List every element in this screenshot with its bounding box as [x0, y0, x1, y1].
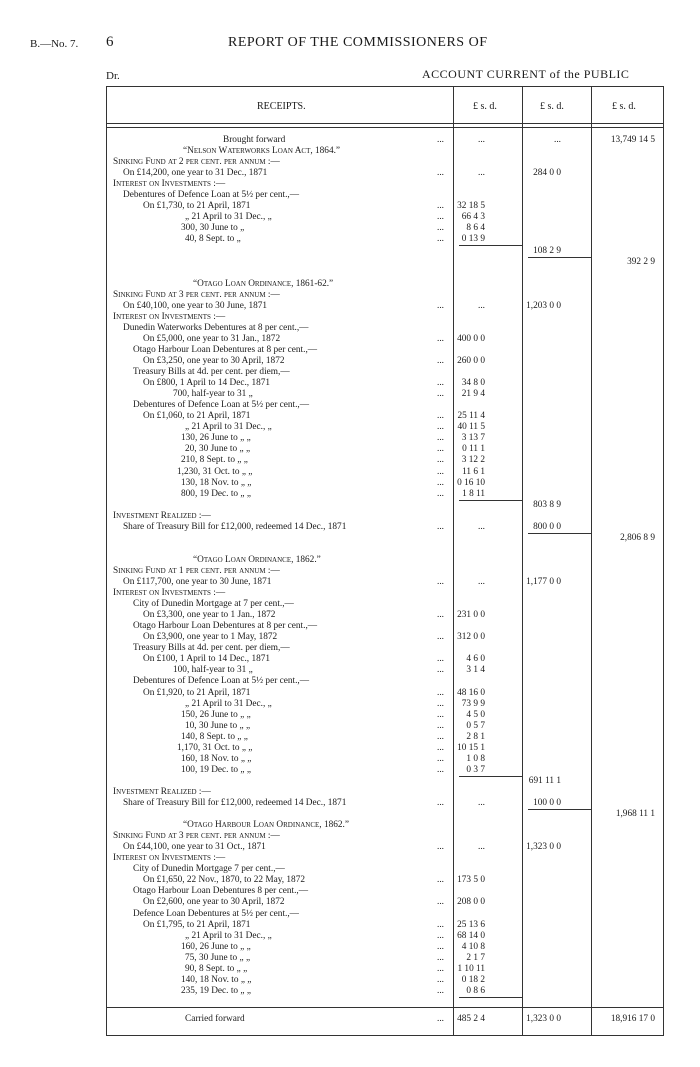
leader-dots: ...: [437, 963, 444, 974]
amount-c1: 32 18 5: [457, 201, 485, 212]
row-description: 300, 30 June to „: [181, 223, 245, 234]
row-description: Sinking Fund at 2 per cent. per annum :—: [113, 157, 280, 168]
row-description: City of Dunedin Mortgage at 7 per cent.,—: [133, 599, 294, 610]
amount-c2: 803 8 9: [533, 499, 561, 510]
leader-dots: ...: [437, 212, 444, 223]
row-description: Otago Harbour Loan Debentures at 8 per cent.,—: [133, 621, 318, 632]
amount-c1: 11 6 1: [462, 466, 485, 477]
row-description: On £1,730, to 21 April, 1871: [143, 201, 251, 212]
row-description: Interest on Investments :—: [113, 853, 226, 864]
leader-dots: ...: [437, 764, 444, 775]
leader-dots: ...: [437, 665, 444, 676]
row-description: 800, 19 Dec. to „ „: [181, 488, 251, 499]
row-description: Dunedin Waterworks Debentures at 8 per cent.,—: [123, 322, 309, 333]
leader-dots: ...: [437, 378, 444, 389]
leader-dots: ...: [437, 488, 444, 499]
amount-c1: 4 10 8: [461, 941, 485, 952]
leader-dots: ...: [437, 632, 444, 643]
amount-c1: 48 16 0: [457, 687, 485, 698]
money-column-header-3: £ s. d.: [612, 101, 636, 112]
leader-dots: ...: [437, 720, 444, 731]
amount-c1: 3 12 2: [461, 455, 485, 466]
leader-dots: ...: [437, 422, 444, 433]
row-description: Treasury Bills at 4d. per cent. per diem,—: [133, 367, 290, 378]
row-description: 1,230, 31 Oct. to „ „: [177, 466, 253, 477]
amount-c1: 0 16 10: [457, 477, 485, 488]
row-description: 20, 30 June to „ „: [185, 444, 251, 455]
row-description: On £1,920, to 21 April, 1871: [143, 687, 251, 698]
amount-c1: 10 15 1: [457, 742, 485, 753]
row-description: On £3,300, one year to 1 Jan., 1872: [143, 610, 276, 621]
row-description: 140, 8 Sept. to „ „: [181, 731, 248, 742]
leader-dots: ...: [437, 897, 444, 908]
amount-c1: 0 11 1: [462, 444, 485, 455]
row-description: On £40,100, one year to 30 June, 1871: [123, 300, 268, 311]
row-description: On £1,650, 22 Nov., 1870, to 22 May, 1872: [143, 875, 306, 886]
header-rule: [107, 123, 663, 124]
leader-dots: ...: [437, 698, 444, 709]
row-description: 90, 8 Sept. to „ „: [185, 963, 248, 974]
leader-dots: ...: [437, 466, 444, 477]
debit-label: Dr.: [106, 70, 120, 82]
row-description: 130, 26 June to „ „: [181, 433, 251, 444]
row-description: On £2,600, one year to 30 April, 1872: [143, 897, 285, 908]
row-description: 140, 18 Nov. to „ „: [181, 974, 252, 985]
amount-c1: 208 0 0: [457, 897, 485, 908]
amount-c1: 260 0 0: [457, 356, 485, 366]
amount-c1: 4 5 0: [466, 709, 485, 720]
amount-c1: 0 8 6: [466, 985, 485, 996]
leader-dots: ...: [437, 444, 444, 455]
amount-c3: 18,916 17 0: [610, 1014, 655, 1024]
row-description: Debentures of Defence Loan at 5½ per cent.,—: [123, 190, 300, 201]
row-description: Interest on Investments :—: [113, 311, 226, 322]
amount-c1: 173 5 0: [457, 875, 485, 886]
row-description: Interest on Investments :—: [113, 588, 226, 599]
row-description: Debentures of Defence Loan at 5½ per cent.,—: [133, 400, 310, 411]
amount-c1: 0 18 2: [461, 974, 485, 985]
row-description: Brought forward: [223, 135, 286, 145]
amount-c1: 1 8 11: [462, 488, 485, 499]
leader-dots: ...: [437, 798, 444, 808]
row-description: On £1,060, to 21 April, 1871: [143, 411, 251, 422]
leader-dots: ...: [437, 952, 444, 963]
leader-dots: ...: [437, 411, 444, 422]
amount-c1: 4 6 0: [466, 654, 485, 665]
row-description: 150, 26 June to „ „: [181, 709, 251, 720]
amount-c1: 2 8 1: [466, 731, 485, 742]
row-description: Sinking Fund at 3 per cent. per annum :—: [113, 831, 280, 842]
leader-dots: ...: [437, 521, 444, 532]
leader-dots: ...: [437, 433, 444, 444]
amount-c1: 312 0 0: [457, 632, 485, 643]
amount-c1: 21 9 4: [461, 389, 485, 400]
amount-c1: 8 6 4: [466, 223, 485, 234]
row-description: „ 21 April to 31 Dec., „: [185, 212, 272, 223]
row-description: On £117,700, one year to 30 June, 1871: [123, 577, 272, 587]
row-description: Treasury Bills at 4d. per cent. per diem,—: [133, 643, 290, 654]
leader-dots: ...: [437, 389, 444, 400]
leader-dots: ...: [437, 610, 444, 621]
amount-c1: 66 4 3: [461, 212, 485, 223]
amount-c2: 284 0 0: [533, 168, 561, 179]
leader-dots: ...: [437, 168, 444, 179]
leader-dots: ...: [437, 223, 444, 234]
row-description: On £3,900, one year to 1 May, 1872: [143, 632, 278, 643]
row-description: On £1,795, to 21 April, 1871: [143, 919, 251, 930]
report-reference: B.—No. 7.: [30, 38, 79, 50]
row-description: 210, 8 Sept. to „ „: [181, 455, 248, 466]
money-column-header-2: £ s. d.: [540, 101, 564, 112]
leader-dots: ...: [437, 687, 444, 698]
leader-dots: ...: [437, 1014, 444, 1024]
leader-dots: ...: [437, 974, 444, 985]
row-description: Investment Realized :—: [113, 786, 211, 797]
leader-dots: ...: [437, 201, 444, 212]
amount-c1: 34 8 0: [461, 378, 485, 389]
row-description: On £800, 1 April to 14 Dec., 1871: [143, 378, 271, 389]
row-description: „ 21 April to 31 Dec., „: [185, 930, 272, 941]
leader-dots: ...: [437, 300, 444, 311]
leader-dots: ...: [437, 654, 444, 665]
leader-dots: ...: [437, 135, 444, 145]
amount-c2: 1,203 0 0: [526, 300, 561, 311]
amount-c1: 231 0 0: [457, 610, 485, 621]
money-column-header-1: £ s. d.: [473, 101, 497, 112]
row-description: Carried forward: [185, 1014, 245, 1024]
row-description: 700, half-year to 31 „: [173, 389, 253, 400]
amount-c1: 1 0 8: [466, 753, 485, 764]
amount-c1: 0 13 9: [461, 234, 485, 245]
leader-dots: ...: [437, 941, 444, 952]
amount-c1: ...: [478, 577, 485, 587]
amount-c1: 25 13 6: [457, 919, 485, 930]
row-description: Investment Realized :—: [113, 510, 211, 521]
leader-dots: ...: [437, 742, 444, 753]
amount-c1: 1 10 11: [457, 963, 485, 974]
row-description: 130, 18 Nov. to „ „: [181, 477, 252, 488]
row-description: “Otago Loan Ordinance, 1861-62.”: [193, 278, 334, 289]
row-description: On £14,200, one year to 31 Dec., 1871: [123, 168, 268, 179]
row-description: 100, 19 Dec. to „ „: [181, 764, 251, 775]
leader-dots: ...: [437, 930, 444, 941]
amount-c1: ...: [478, 842, 485, 853]
amount-c3: 1,968 11 1: [615, 809, 655, 820]
leader-dots: ...: [437, 919, 444, 930]
leader-dots: ...: [437, 731, 444, 742]
amount-c1: 3 13 7: [461, 433, 485, 444]
amount-c1: 73 9 9: [461, 698, 485, 709]
row-description: Otago Harbour Loan Debentures at 8 per cent.,—: [133, 344, 318, 355]
leader-dots: ...: [437, 875, 444, 886]
leader-dots: ...: [437, 985, 444, 996]
row-description: Share of Treasury Bill for £12,000, redeemed 14 Dec., 1871: [123, 521, 347, 532]
account-title: ACCOUNT CURRENT of the PUBLIC: [422, 67, 630, 81]
row-description: On £3,250, one year to 30 April, 1872: [143, 356, 285, 366]
amount-c1: 40 11 5: [457, 422, 485, 433]
receipts-column-header: RECEIPTS.: [257, 101, 306, 112]
leader-dots: ...: [437, 234, 444, 245]
row-description: 160, 26 June to „ „: [181, 941, 251, 952]
page-number: 6: [106, 34, 114, 50]
leader-dots: ...: [437, 842, 444, 853]
row-description: On £100, 1 April to 14 Dec., 1871: [143, 654, 271, 665]
amount-c2: 100 0 0: [533, 798, 561, 808]
amount-c3: 2,806 8 9: [620, 532, 655, 543]
amount-c1: 400 0 0: [457, 333, 485, 344]
row-description: Share of Treasury Bill for £12,000, redeemed 14 Dec., 1871: [123, 798, 347, 808]
leader-dots: ...: [437, 753, 444, 764]
amount-c2: 800 0 0: [533, 521, 561, 532]
report-title: REPORT OF THE COMMISSIONERS OF: [228, 35, 488, 50]
amount-c2: 1,177 0 0: [526, 577, 561, 587]
row-description: On £44,100, one year to 31 Oct., 1871: [123, 842, 266, 853]
row-description: On £5,000, one year to 31 Jan., 1872: [143, 333, 281, 344]
amount-c2: 1,323 0 0: [526, 842, 561, 853]
amount-c1: ...: [478, 798, 485, 808]
amount-c1: 25 11 4: [457, 411, 485, 422]
receipts-table: [106, 86, 664, 1036]
amount-c1: ...: [478, 521, 485, 532]
row-description: “Nelson Waterworks Loan Act, 1864.”: [183, 146, 341, 157]
amount-c3: 13,749 14 5: [610, 135, 655, 145]
leader-dots: ...: [437, 356, 444, 366]
row-description: Sinking Fund at 1 per cent. per annum :—: [113, 565, 280, 576]
amount-c1: 0 5 7: [466, 720, 485, 731]
amount-c2: ...: [554, 135, 561, 145]
row-description: Debentures of Defence Loan at 5½ per cent.,—: [133, 676, 310, 687]
amount-c2: 1,323 0 0: [526, 1014, 561, 1024]
row-description: 75, 30 June to „ „: [185, 952, 251, 963]
row-description: Sinking Fund at 3 per cent. per annum :—: [113, 289, 280, 300]
row-description: 10, 30 June to „ „: [185, 720, 251, 731]
row-description: “Otago Harbour Loan Ordinance, 1862.”: [183, 820, 349, 831]
total-row: [107, 1013, 663, 1025]
amount-c2: 691 11 1: [528, 775, 561, 786]
leader-dots: ...: [437, 709, 444, 720]
amount-c1: 3 1 4: [466, 665, 485, 676]
amount-c1: 2 1 7: [466, 952, 485, 963]
row-description: Otago Harbour Loan Debentures 8 per cent.,—: [133, 886, 309, 897]
leader-dots: ...: [437, 577, 444, 587]
header-rule: [107, 127, 663, 128]
row-description: 160, 18 Nov. to „ „: [181, 753, 252, 764]
amount-c1: ...: [478, 168, 485, 179]
amount-c1: ...: [478, 135, 485, 145]
leader-dots: ...: [437, 455, 444, 466]
row-description: 100, half-year to 31 „: [173, 665, 253, 676]
amount-c1: ...: [478, 300, 485, 311]
row-description: 235, 19 Dec. to „ „: [181, 985, 251, 996]
amount-c2: 108 2 9: [533, 245, 561, 256]
row-description: Interest on Investments :—: [113, 179, 226, 190]
row-description: 40, 8 Sept. to „: [185, 234, 241, 245]
leader-dots: ...: [437, 477, 444, 488]
row-description: City of Dunedin Mortgage 7 per cent.,—: [133, 864, 285, 875]
row-description: 1,170, 31 Oct. to „ „: [177, 742, 253, 753]
row-description: “Otago Loan Ordinance, 1862.”: [193, 554, 321, 565]
amount-c1: 0 3 7: [466, 764, 485, 775]
ledger-row: [107, 996, 663, 1008]
leader-dots: ...: [437, 333, 444, 344]
row-description: „ 21 April to 31 Dec., „: [185, 698, 272, 709]
amount-c1: 485 2 4: [457, 1014, 485, 1024]
row-description: „ 21 April to 31 Dec., „: [185, 422, 272, 433]
amount-c1: 68 14 0: [457, 930, 485, 941]
amount-c3: 392 2 9: [627, 256, 655, 267]
row-description: Defence Loan Debentures at 5½ per cent.,—: [133, 908, 299, 919]
